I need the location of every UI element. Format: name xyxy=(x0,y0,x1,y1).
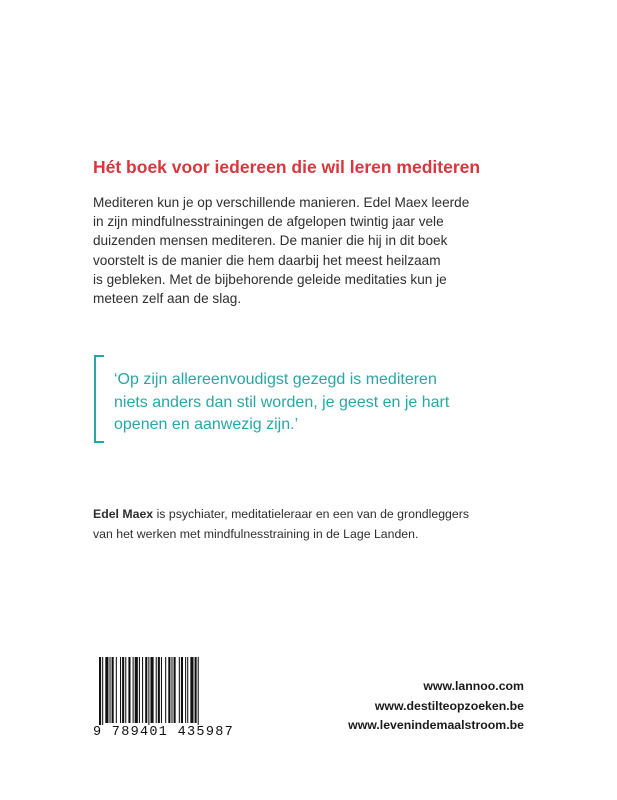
barcode-bar xyxy=(135,657,138,723)
intro-line: in zijn mindfulnesstrainingen de afgelopen twintig jaar vele xyxy=(93,214,444,230)
barcode-bar xyxy=(145,657,147,723)
barcode-bar xyxy=(156,657,157,723)
pull-quote xyxy=(114,369,534,437)
barcode-bar xyxy=(181,657,183,723)
barcode-bar xyxy=(125,657,126,723)
intro-paragraph xyxy=(93,193,533,308)
intro-line: voorstelt is de manier die hem daarbij het meest heilzaam xyxy=(93,252,441,268)
barcode-bar xyxy=(122,657,124,723)
barcode-bar xyxy=(174,657,176,723)
bio-line: van het werken met mindfulnesstraining in de Lage Landen. xyxy=(93,526,419,541)
barcode-bar xyxy=(110,657,111,723)
barcode-bar xyxy=(142,657,143,723)
barcode-bar xyxy=(148,657,149,731)
quote-line: openen en aanwezig zijn.’ xyxy=(114,416,299,433)
barcode-bar xyxy=(158,657,160,723)
author-name: Edel Maex xyxy=(93,507,154,521)
barcode-bar xyxy=(161,657,162,723)
bio-text: is psychiater, meditatieleraar en een van de grondleggers xyxy=(153,507,469,521)
barcode-bar xyxy=(165,657,166,723)
headline: Hét boek voor iedereen die wil leren mediteren xyxy=(93,157,481,177)
barcode-bar xyxy=(133,657,134,723)
barcode-bar xyxy=(195,657,197,723)
barcode-bar xyxy=(120,657,121,723)
isbn-number: 9 789401 435987 xyxy=(93,725,243,740)
quote-bracket xyxy=(94,355,104,443)
author-bio xyxy=(93,505,533,544)
bio-line xyxy=(93,505,533,525)
barcode xyxy=(93,657,243,747)
barcode-bar xyxy=(105,657,108,723)
quote-line: niets anders dan stil worden, je geest en je hart xyxy=(114,393,450,411)
barcode-bar xyxy=(102,657,103,731)
barcode-bar xyxy=(171,657,172,723)
website-link[interactable]: www.lannoo.com xyxy=(423,679,524,693)
quote-line: ‘Op zijn allereenvoudigst gezegd is mediteren xyxy=(114,371,437,388)
intro-line: duizenden mensen mediteren. De manier die hij in dit boek xyxy=(93,233,448,249)
barcode-bar xyxy=(168,657,170,723)
barcode-bar xyxy=(128,657,130,723)
barcode-bar xyxy=(112,657,114,723)
barcode-bar xyxy=(190,657,193,723)
website-list xyxy=(348,677,524,736)
barcode-bar xyxy=(187,657,188,723)
website-link[interactable]: www.destilteopzoeken.be xyxy=(374,698,524,713)
barcode-bar xyxy=(139,657,140,723)
intro-line: meteen zelf aan de slag. xyxy=(93,291,242,307)
intro-line: Mediteren kun je op verschillende manieren. Edel Maex leerde xyxy=(93,195,470,210)
barcode-bar xyxy=(99,657,101,731)
intro-line: is gebleken. Met de bijbehorende geleide meditaties kun je xyxy=(93,271,447,287)
barcode-bar xyxy=(150,657,153,723)
barcode-bar xyxy=(198,657,199,731)
barcode-bar xyxy=(185,657,186,723)
website-link[interactable]: www.levenindemaalstroom.be xyxy=(348,718,524,732)
barcode-bar xyxy=(116,657,117,723)
barcode-bar xyxy=(179,657,180,723)
